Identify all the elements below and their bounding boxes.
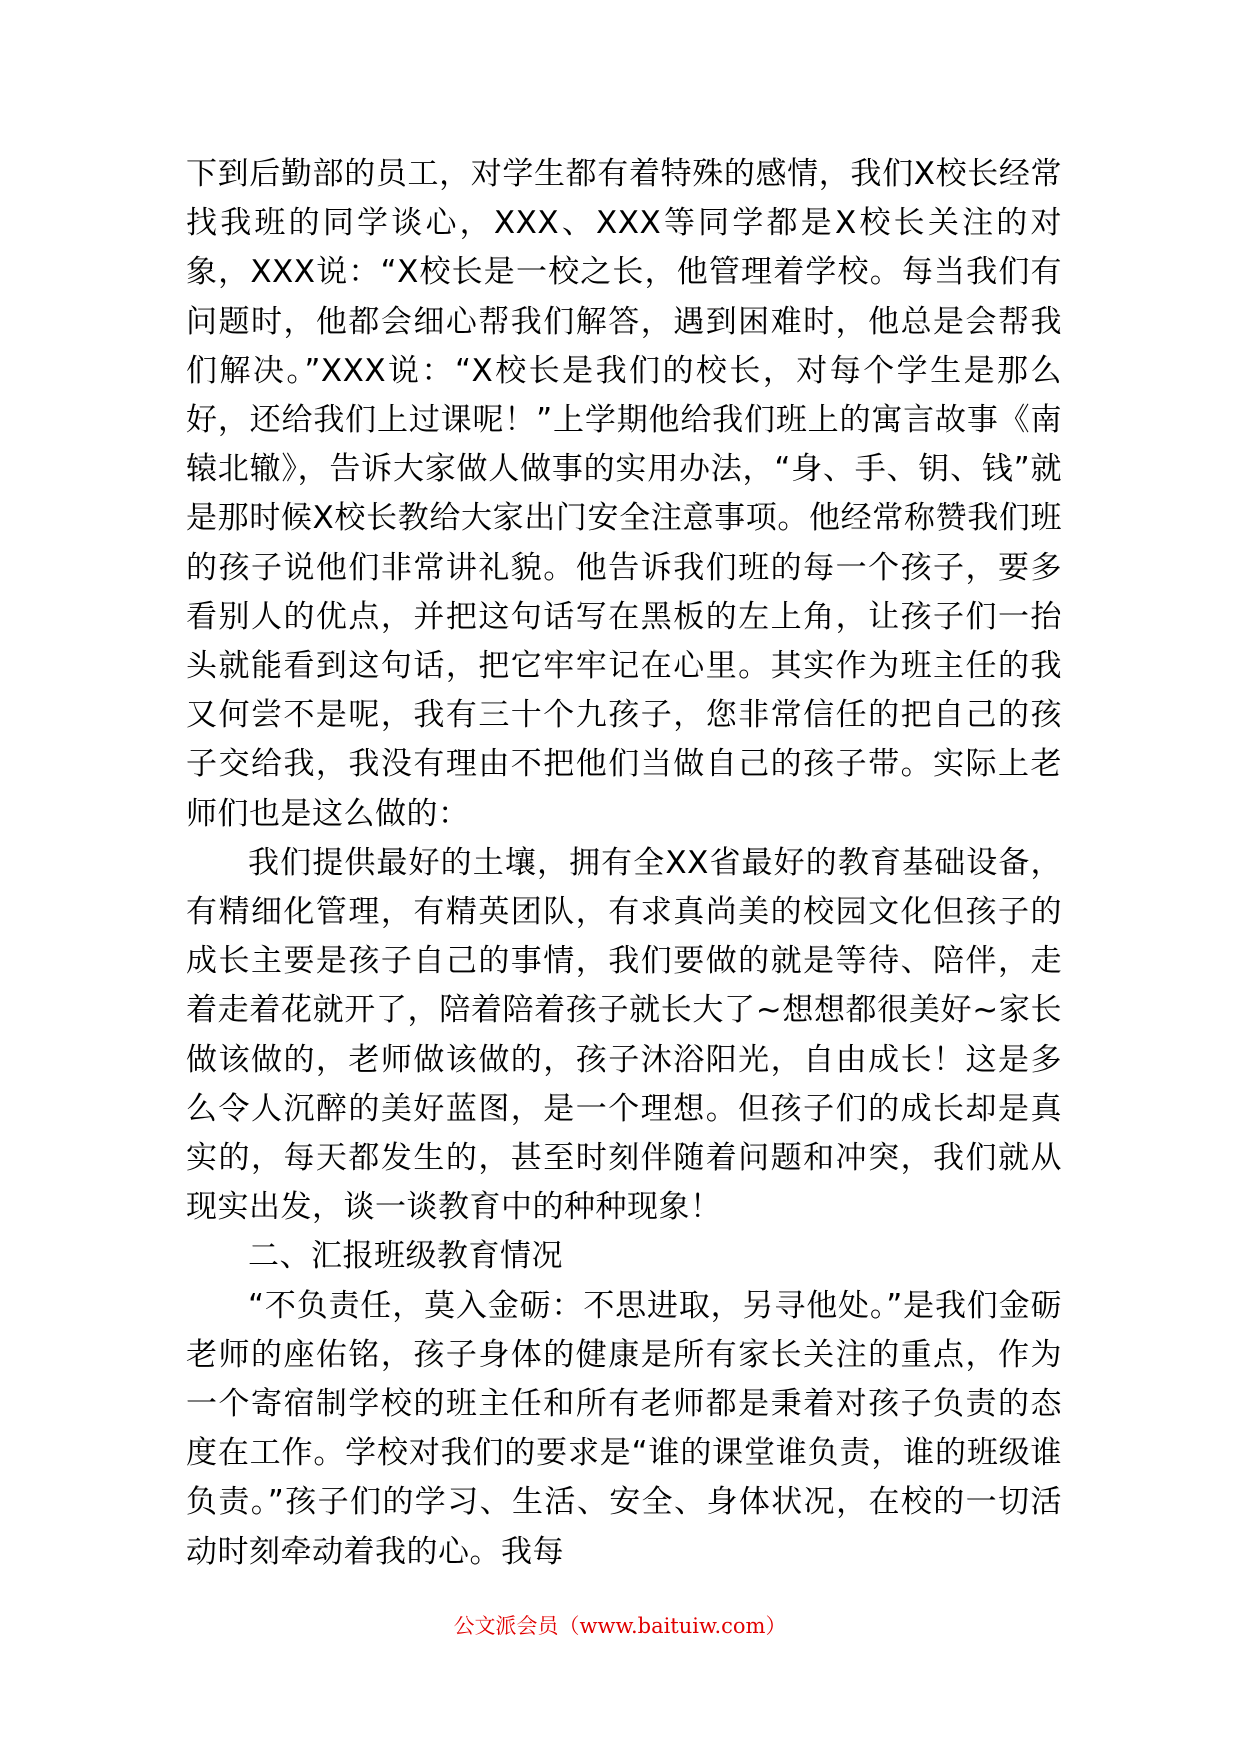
- paragraph-1: 下到后勤部的员工，对学生都有着特殊的感情，我们X校长经常找我班的同学谈心，XXX、XXX等同学都是X校长关注的对象，XXX说：“X校长是一校之长，他管理着学校。每当我们有问题时，他都会细心帮我们解答，遇到困难时，他总是会帮我们解决。”XXX说：“X校长是我们的校长，对每个学生是那么好，还给我们上过课呢！”上学期他给我们班上的寓言故事《南辕北辙》，告诉大家做人做事的实用办法，“身、手、钥、钱”就是那时候X校长教给大家出门安全注意事项。他经常称赞我们班的孩子说他们非常讲礼貌。他告诉我们班的每一个孩子，要多看别人的优点，并把这句话写在黑板的左上角，让孩子们一抬头就能看到这句话，把它牢牢记在心里。其实作为班主任的我又何尝不是呢，我有三十个九孩子，您非常信任的把自己的孩子交给我，我没有理由不把他们当做自己的孩子带。实际上老师们也是这么做的：: [186, 156, 1062, 832]
- paragraph-2: 我们提供最好的土壤，拥有全XX省最好的教育基础设备，有精细化管理，有精英团队，有求真尚美的校园文化但孩子的成长主要是孩子自己的事情，我们要做的就是等待、陪伴，走着走着花就开了，陪着陪着孩子就长大了~想想都很美好~家长做该做的，老师做该做的，孩子沐浴阳光，自由成长！这是多么令人沉醉的美好蓝图，是一个理想。但孩子们的成长却是真实的，每天都发生的，甚至时刻伴随着问题和冲突，我们就从现实出发，谈一谈教育中的种种现象！: [186, 844, 1062, 1226]
- section-heading: 二、汇报班级教育情况: [248, 1238, 563, 1275]
- paragraph-3: “不负责任，莫入金砺：不思进取，另寻他处。”是我们金砺老师的座佑铭，孩子身体的健康是所有家长关注的重点，作为一个寄宿制学校的班主任和所有老师都是秉着对孩子负责的态度在工作。学校对我们的要求是“谁的课堂谁负责，谁的班级谁负责。”孩子们的学习、生活、安全、身体状况，在校的一切活动时刻牵动着我的心。我每: [186, 1287, 1062, 1570]
- document-body: [186, 150, 1062, 1577]
- footer-watermark: 公文派会员（www.baituiw.com）: [453, 1614, 787, 1638]
